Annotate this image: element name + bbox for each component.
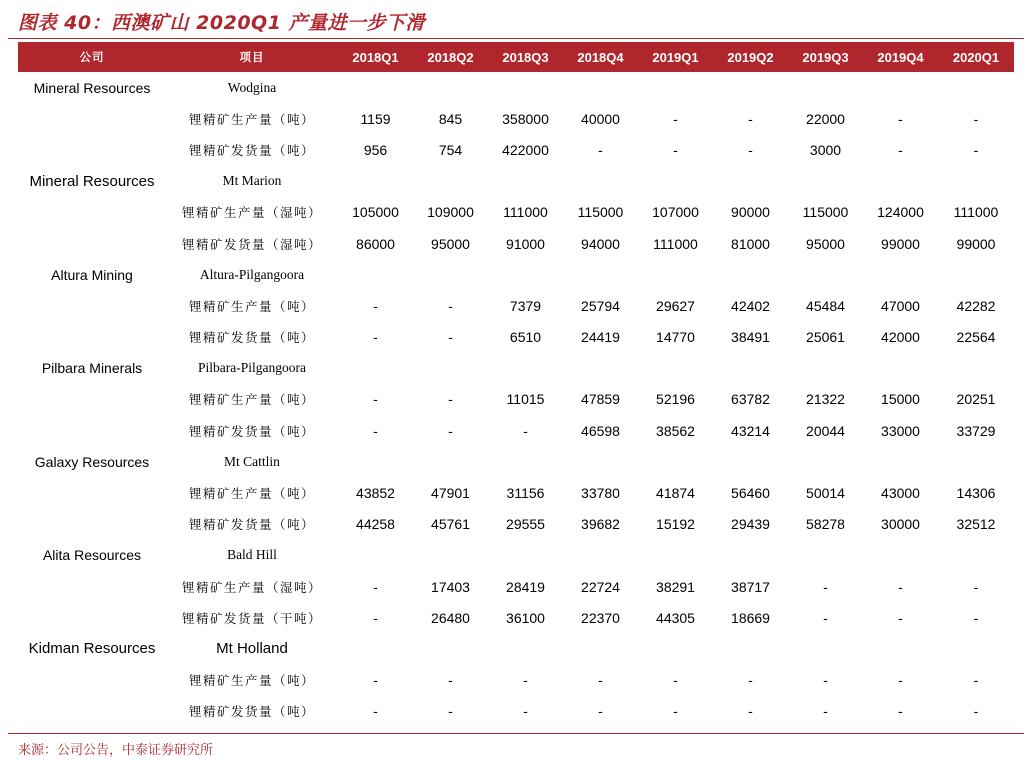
value-cell: 38562 [656, 422, 695, 439]
project-name: Bald Hill [227, 547, 277, 563]
empty-cell [563, 633, 638, 664]
company-name: Pilbara Minerals [41, 360, 143, 377]
empty-cell [338, 259, 413, 290]
value-cell: 47901 [431, 485, 470, 502]
empty-cell [938, 353, 1014, 384]
value-cell: 32512 [956, 516, 996, 533]
empty-cell [863, 633, 938, 664]
header-quarter: 2019Q1 [638, 42, 713, 72]
value-cell: 115000 [577, 204, 624, 221]
empty-cell [713, 446, 788, 477]
value-cell: - [448, 391, 453, 408]
value-cell: 115000 [802, 204, 849, 221]
metric-row [18, 228, 1014, 259]
empty-cell [488, 353, 563, 384]
value-cell: 42282 [956, 297, 996, 314]
value-cell: 42402 [731, 297, 770, 314]
empty-cell [638, 259, 713, 290]
value-cell: 33729 [956, 422, 996, 439]
metric-label: 锂精矿生产量（吨） [188, 111, 315, 127]
empty-cell [713, 353, 788, 384]
empty-cell [18, 228, 166, 259]
project-name: Mt Holland [216, 640, 288, 658]
empty-cell [18, 197, 166, 228]
value-cell: 41874 [656, 485, 695, 502]
value-cell: - [823, 578, 828, 595]
empty-cell [788, 540, 863, 571]
value-cell: 33780 [581, 485, 620, 502]
value-cell: - [523, 672, 528, 689]
value-cell: 15192 [656, 516, 695, 533]
empty-cell [18, 602, 166, 633]
value-cell: - [448, 422, 453, 439]
value-cell: - [598, 703, 603, 720]
value-cell: - [523, 703, 528, 720]
value-cell: 90000 [731, 204, 770, 221]
value-cell: - [973, 578, 979, 595]
metric-label: 锂精矿发货量（吨） [188, 330, 315, 346]
empty-cell [563, 353, 638, 384]
value-cell: 111000 [953, 204, 999, 221]
value-cell: 94000 [581, 235, 620, 252]
empty-cell [938, 166, 1014, 197]
company-name: Mineral Resources [29, 172, 155, 190]
empty-cell [938, 633, 1014, 664]
empty-cell [488, 633, 563, 664]
empty-cell [788, 259, 863, 290]
header-quarter: 2019Q4 [863, 42, 938, 72]
value-cell: 43852 [356, 485, 395, 502]
empty-cell [788, 446, 863, 477]
empty-cell [488, 446, 563, 477]
empty-cell [638, 540, 713, 571]
value-cell: - [373, 672, 378, 689]
value-cell: 25794 [581, 297, 620, 314]
empty-cell [488, 166, 563, 197]
value-cell: 30000 [881, 516, 920, 533]
metric-label: 锂精矿发货量（吨） [188, 142, 315, 158]
empty-cell [938, 540, 1014, 571]
value-cell: 22000 [806, 110, 845, 127]
empty-cell [563, 540, 638, 571]
empty-cell [488, 259, 563, 290]
value-cell: 46598 [581, 422, 620, 439]
metric-row [18, 571, 1014, 602]
empty-cell [18, 103, 166, 134]
empty-cell [863, 540, 938, 571]
empty-cell [863, 72, 938, 103]
value-cell: - [748, 110, 753, 127]
company-row [18, 166, 1014, 197]
value-cell: - [673, 672, 678, 689]
value-cell: 99000 [956, 235, 996, 252]
value-cell: 14770 [656, 329, 695, 346]
empty-cell [638, 446, 713, 477]
value-cell: - [898, 609, 903, 626]
value-cell: 29627 [656, 297, 695, 314]
value-cell: 22564 [956, 329, 996, 346]
metric-label: 锂精矿发货量（吨） [188, 423, 315, 439]
value-cell: - [898, 141, 903, 158]
value-cell: - [748, 703, 753, 720]
value-cell: 6510 [509, 329, 542, 346]
value-cell: - [823, 672, 828, 689]
empty-cell [713, 166, 788, 197]
empty-cell [788, 72, 863, 103]
empty-cell [18, 696, 166, 727]
value-cell: 25061 [806, 329, 845, 346]
project-name: Mt Cattlin [224, 453, 280, 469]
metric-label: 锂精矿生产量（湿吨） [181, 579, 322, 595]
metric-row [18, 696, 1014, 727]
metric-label: 锂精矿发货量（吨） [188, 704, 315, 720]
value-cell: 14306 [956, 485, 996, 502]
empty-cell [938, 259, 1014, 290]
value-cell: 111000 [653, 235, 698, 252]
empty-cell [563, 166, 638, 197]
empty-cell [638, 353, 713, 384]
value-cell: 17403 [431, 578, 470, 595]
empty-cell [18, 665, 166, 696]
metric-row [18, 602, 1014, 633]
value-cell: - [448, 672, 453, 689]
empty-cell [863, 166, 938, 197]
value-cell: 109000 [427, 204, 474, 221]
metric-row [18, 477, 1014, 508]
value-cell: - [748, 672, 753, 689]
value-cell: 107000 [652, 204, 699, 221]
table-body [18, 72, 1014, 727]
value-cell: 91000 [506, 235, 545, 252]
value-cell: - [673, 110, 678, 127]
value-cell: - [973, 141, 979, 158]
empty-cell [563, 259, 638, 290]
value-cell: 45484 [806, 297, 845, 314]
company-name: Altura Mining [51, 266, 133, 283]
empty-cell [338, 166, 413, 197]
metric-row [18, 509, 1014, 540]
metric-label: 锂精矿发货量（干吨） [181, 610, 322, 626]
value-cell: 38491 [731, 329, 770, 346]
empty-cell [338, 540, 413, 571]
value-cell: 39682 [581, 516, 620, 533]
value-cell: - [598, 672, 603, 689]
empty-cell [938, 446, 1014, 477]
table-header-row [18, 42, 1014, 72]
empty-cell [713, 633, 788, 664]
empty-cell [638, 72, 713, 103]
value-cell: 95000 [806, 235, 845, 252]
company-name: Galaxy Resources [34, 453, 150, 470]
empty-cell [713, 540, 788, 571]
empty-cell [18, 134, 166, 165]
metric-row [18, 322, 1014, 353]
value-cell: 20044 [806, 422, 845, 439]
value-cell: - [373, 391, 378, 408]
value-cell: 11015 [506, 391, 545, 408]
empty-cell [563, 72, 638, 103]
value-cell: 956 [363, 141, 388, 158]
empty-cell [863, 353, 938, 384]
company-row [18, 633, 1014, 664]
empty-cell [488, 72, 563, 103]
header-quarter: 2018Q1 [338, 42, 413, 72]
value-cell: 7379 [509, 297, 542, 314]
value-cell: - [823, 609, 828, 626]
metric-label: 锂精矿生产量（吨） [188, 486, 315, 502]
value-cell: 99000 [881, 235, 920, 252]
value-cell: 105000 [352, 204, 399, 221]
value-cell: - [373, 578, 378, 595]
value-cell: 56460 [731, 485, 770, 502]
metric-row [18, 290, 1014, 321]
value-cell: 36100 [506, 609, 545, 626]
value-cell: 43214 [731, 422, 770, 439]
empty-cell [488, 540, 563, 571]
project-name: Mt Marion [222, 173, 282, 189]
value-cell: 124000 [877, 204, 924, 221]
empty-cell [863, 259, 938, 290]
value-cell: - [373, 297, 378, 314]
empty-cell [863, 446, 938, 477]
empty-cell [18, 290, 166, 321]
value-cell: 44305 [656, 609, 695, 626]
value-cell: 31156 [506, 485, 545, 502]
metric-row [18, 134, 1014, 165]
header-project: 项目 [166, 42, 338, 72]
value-cell: 47859 [581, 391, 620, 408]
metric-row [18, 665, 1014, 696]
company-row [18, 72, 1014, 103]
empty-cell [713, 259, 788, 290]
value-cell: - [373, 703, 378, 720]
empty-cell [788, 353, 863, 384]
company-name: Alita Resources [42, 547, 142, 564]
value-cell: 754 [438, 141, 463, 158]
value-cell: 81000 [731, 235, 770, 252]
value-cell: 1159 [360, 110, 391, 127]
figure-title: 图表 40：西澳矿山 2020Q1 产量进一步下滑 [18, 12, 426, 34]
empty-cell [18, 415, 166, 446]
empty-cell [413, 72, 488, 103]
empty-cell [338, 72, 413, 103]
header-quarter: 2019Q3 [788, 42, 863, 72]
value-cell: - [448, 329, 453, 346]
value-cell: 24419 [581, 329, 620, 346]
empty-cell [338, 633, 413, 664]
project-name: Altura-Pilgangoora [199, 266, 305, 282]
empty-cell [413, 446, 488, 477]
value-cell: 86000 [356, 235, 395, 252]
empty-cell [18, 384, 166, 415]
value-cell: - [823, 703, 828, 720]
empty-cell [413, 259, 488, 290]
source-note: 来源：公司公告，中泰证券研究所 [18, 743, 214, 758]
value-cell: 43000 [881, 485, 920, 502]
value-cell: 29439 [731, 516, 770, 533]
metric-label: 锂精矿生产量（吨） [188, 392, 315, 408]
metric-label: 锂精矿发货量（吨） [188, 517, 315, 533]
empty-cell [938, 72, 1014, 103]
value-cell: 15000 [881, 391, 920, 408]
project-name: Pilbara-Pilgangoora [198, 360, 306, 376]
value-cell: - [973, 609, 979, 626]
value-cell: 20251 [956, 391, 996, 408]
value-cell: 45761 [431, 516, 470, 533]
value-cell: 18669 [731, 609, 770, 626]
value-cell: 42000 [881, 329, 920, 346]
empty-cell [413, 633, 488, 664]
project-name: Wodgina [227, 79, 277, 95]
empty-cell [638, 166, 713, 197]
value-cell: - [973, 672, 979, 689]
value-cell: 26480 [431, 609, 470, 626]
value-cell: 21322 [806, 391, 845, 408]
value-cell: - [523, 422, 528, 439]
header-quarter: 2018Q3 [488, 42, 563, 72]
header-company: 公司 [18, 42, 166, 72]
empty-cell [713, 72, 788, 103]
empty-cell [563, 446, 638, 477]
metric-row [18, 415, 1014, 446]
metric-label: 锂精矿生产量（湿吨） [181, 205, 322, 221]
value-cell: - [373, 609, 378, 626]
value-cell: - [898, 578, 903, 595]
value-cell: - [448, 297, 453, 314]
value-cell: - [448, 703, 453, 720]
value-cell: 50014 [806, 485, 845, 502]
value-cell: 22724 [581, 578, 620, 595]
value-cell: - [598, 141, 603, 158]
value-cell: 111000 [503, 204, 548, 221]
metric-row [18, 384, 1014, 415]
empty-cell [18, 571, 166, 602]
header-quarter: 2018Q4 [563, 42, 638, 72]
value-cell: 63782 [731, 391, 770, 408]
value-cell: 29555 [506, 516, 545, 533]
header-quarter: 2019Q2 [713, 42, 788, 72]
value-cell: 95000 [431, 235, 470, 252]
title-divider [8, 38, 1024, 39]
value-cell: - [373, 329, 378, 346]
company-row [18, 446, 1014, 477]
empty-cell [338, 446, 413, 477]
value-cell: - [898, 672, 903, 689]
value-cell: 44258 [356, 516, 395, 533]
value-cell: 40000 [581, 110, 620, 127]
value-cell: - [748, 141, 753, 158]
company-row [18, 540, 1014, 571]
value-cell: 33000 [881, 422, 920, 439]
metric-row [18, 103, 1014, 134]
value-cell: - [673, 141, 678, 158]
company-row [18, 353, 1014, 384]
empty-cell [638, 633, 713, 664]
value-cell: - [373, 422, 378, 439]
value-cell: 47000 [881, 297, 920, 314]
empty-cell [18, 322, 166, 353]
value-cell: - [898, 110, 903, 127]
empty-cell [338, 353, 413, 384]
value-cell: - [898, 703, 903, 720]
value-cell: 358000 [502, 110, 549, 127]
value-cell: 38291 [656, 578, 695, 595]
bottom-divider [8, 733, 1024, 734]
company-name: Mineral Resources [33, 79, 151, 96]
header-quarter: 2020Q1 [938, 42, 1014, 72]
company-name: Kidman Resources [28, 640, 156, 658]
metric-label: 锂精矿生产量（吨） [188, 673, 315, 689]
value-cell: - [673, 703, 678, 720]
production-table [18, 42, 1014, 727]
value-cell: 52196 [656, 391, 695, 408]
empty-cell [413, 353, 488, 384]
metric-row [18, 197, 1014, 228]
empty-cell [18, 509, 166, 540]
metric-label: 锂精矿发货量（湿吨） [181, 236, 322, 252]
header-quarter: 2018Q2 [413, 42, 488, 72]
value-cell: 38717 [731, 578, 770, 595]
empty-cell [18, 477, 166, 508]
value-cell: - [973, 110, 979, 127]
empty-cell [788, 633, 863, 664]
empty-cell [788, 166, 863, 197]
value-cell: - [973, 703, 979, 720]
value-cell: 3000 [809, 141, 842, 158]
company-row [18, 259, 1014, 290]
empty-cell [413, 540, 488, 571]
metric-label: 锂精矿生产量（吨） [188, 298, 315, 314]
value-cell: 22370 [581, 609, 620, 626]
value-cell: 845 [438, 110, 463, 127]
value-cell: 58278 [806, 516, 845, 533]
empty-cell [413, 166, 488, 197]
value-cell: 28419 [506, 578, 545, 595]
value-cell: 422000 [502, 141, 549, 158]
